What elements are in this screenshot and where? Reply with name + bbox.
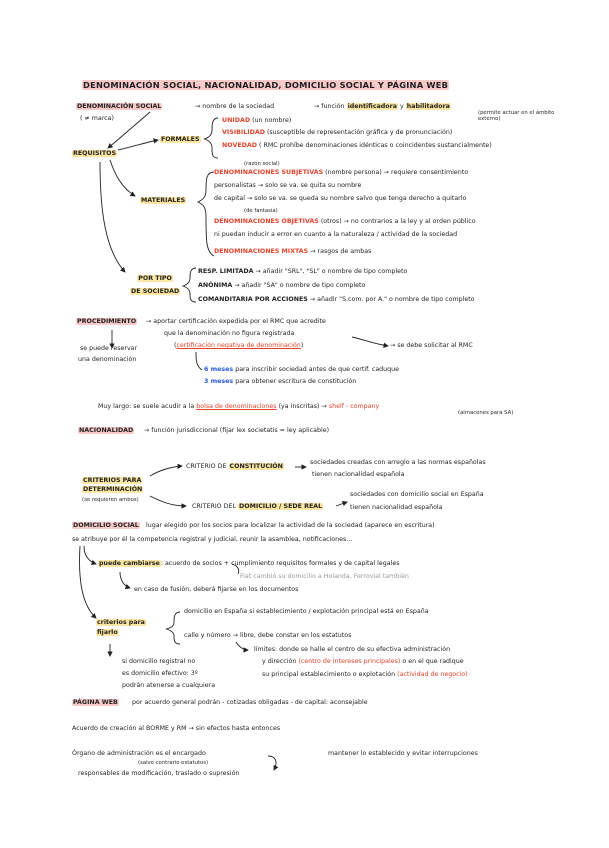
criterio-espana: domicilio en España si establecimiento / explotación principal está en España	[184, 608, 429, 615]
domicilio-heading	[72, 523, 140, 529]
arrow-requisitos-formales	[118, 140, 158, 150]
limites-line3	[262, 672, 468, 678]
seis-meses-line	[204, 367, 399, 373]
reservar-line1: se puede reservar	[80, 345, 138, 352]
arrow-criterios-constitucion	[150, 466, 182, 476]
domicilio-line2: se atribuye por él la competencia registral y judicial, reunir la asamblea, notificaciones...	[72, 536, 353, 543]
cert-open: (	[174, 342, 177, 349]
criterios-det-3: (se requieren ambos)	[82, 496, 139, 503]
fantasia-note: (de fantasía)	[244, 208, 278, 214]
subjetivas-capital: de capital → solo se va. se queda su nombre salvo que tenga derecho a quitarlo	[214, 195, 467, 202]
objetivas-rest: (otros) → no contrarios a la ley y al orden público	[320, 218, 476, 225]
portipo-srl-key: RESP. LIMITADA	[198, 268, 254, 275]
centro-intereses: (centro de intereses principales)	[298, 658, 401, 665]
limites2-post: o en el que radique	[402, 658, 464, 665]
arrow-cambiarse-fusion	[120, 572, 130, 588]
nota-line1: si domicilio registral no	[122, 658, 196, 665]
procedimiento-line2: que la denominación no figura registrada	[164, 330, 295, 337]
requisitos-label	[72, 151, 117, 157]
limites3-pre: su principal establecimiento o explotación	[262, 671, 396, 678]
const-result-1: sociedades creadas con arreglo a las normas españolas	[310, 459, 486, 466]
const-key: CONSTITUCIÓN	[229, 463, 283, 470]
criterios-det-1: CRITERIOS PARA	[83, 477, 142, 484]
mixtas-rest: → rasgos de ambas	[310, 248, 372, 255]
actividad-negocio: (actividad de negocio)	[397, 671, 468, 678]
brace-portipo	[183, 268, 196, 302]
denominacion-heading	[76, 104, 162, 110]
seis-meses-key: 6 meses	[204, 366, 234, 373]
brace-formales	[204, 118, 218, 158]
denominacion-funcion	[314, 104, 451, 110]
limites-line2	[262, 659, 464, 665]
paginaweb-line4: responsables de modificación, traslado o supresión	[78, 770, 240, 777]
arrow-requisitos-portipo	[100, 162, 125, 272]
portipo-item-srl	[198, 269, 407, 275]
shelf-note: (almacenes para SA)	[458, 410, 514, 416]
brace-materiales	[198, 172, 214, 256]
arrow-criterios-domicilio	[150, 496, 186, 506]
requisitos-text: REQUISITOS	[73, 150, 117, 157]
nacionalidad-rest: → función jurisdiccional (fijar lex societatis = ley aplicable)	[144, 427, 330, 434]
domicilio-heading-text: DOMICILIO SOCIAL	[73, 522, 139, 529]
arrow-calle-limites	[236, 642, 248, 650]
limites-line1: límites: donde se halle el centro de su efectiva administración	[254, 646, 451, 653]
muy-largo-line	[98, 404, 379, 410]
dom-pre: CRITERIO DEL	[192, 503, 236, 510]
paginaweb-heading	[72, 700, 119, 706]
solicitar-rmc: → se debe solicitar al RMC	[390, 342, 473, 349]
limites2-pre: y dirección	[262, 658, 297, 665]
formal-visibilidad-rest: (susceptible de representación gráfica y de pronunciación)	[266, 129, 453, 136]
arrow-domicilio-cambiarse	[84, 546, 96, 564]
portipo-label2: DE SOCIEDAD	[131, 287, 180, 295]
formal-unidad-rest: (un nombre)	[252, 117, 292, 124]
procedimiento-line1: → aportar certificación expedida por el RMC que acredite	[146, 318, 326, 325]
denominacion-heading-text: DENOMINACIÓN SOCIAL	[77, 103, 162, 110]
portipo-item-scom	[198, 297, 475, 303]
page-title	[82, 81, 449, 89]
formales-label	[160, 137, 201, 143]
materiales-label	[140, 198, 186, 204]
criterio-calle: calle y número → libre, debe constar en los estatutos	[184, 632, 352, 639]
paginaweb-line1: por acuerdo general podrán - cotizadas obligadas - de capital: aconsejable	[132, 699, 368, 706]
dom-result-2: tienen nacionalidad española	[350, 504, 443, 511]
nota-line3: podrán atenerse a cualquiera	[122, 682, 216, 689]
shelf-company: shelf - company	[328, 403, 380, 410]
objetivas-key: DENOMINACIONES OBJETIVAS	[214, 218, 319, 225]
funcion-note: (permite actuar en el ámbito externo)	[478, 110, 555, 122]
funcion-pre: → función	[314, 103, 345, 110]
funcion-habilitadora: habilitadora	[406, 103, 450, 110]
mixtas-line	[214, 249, 371, 255]
arrow-domicilio-result	[336, 502, 347, 506]
razon-social-note: (razón social)	[244, 161, 280, 167]
criterios-determinacion	[82, 476, 143, 505]
arrow-domicilio-criterios	[80, 546, 96, 618]
objetivas-line2: ni puedan inducir a error en cuanto a la naturaleza / actividad de la sociedad	[214, 231, 458, 238]
const-result-2: tienen nacionalidad española	[312, 471, 405, 478]
procedimiento-heading-text: PROCEDIMIENTO	[77, 318, 137, 325]
formal-item-visibilidad	[222, 130, 452, 136]
cambiarse-line	[98, 561, 400, 567]
formal-item-novedad	[222, 143, 492, 149]
formal-novedad-key: NOVEDAD	[222, 142, 257, 149]
portipo-item-sa	[198, 283, 365, 289]
domicilio-line1: lugar elegido por los socios para localizar la actividad de la sociedad (aparece en escritura)	[146, 522, 435, 529]
portipo-sa-key: ANÓNIMA	[198, 282, 233, 289]
paginaweb-heading-text: PÁGINA WEB	[73, 699, 118, 706]
subjetivas-line	[214, 170, 468, 176]
largo-post: (ya inscritas) →	[278, 403, 327, 410]
fiat-note: Fiat cambió su domicilio a Holanda, Ferrovial también	[240, 573, 409, 580]
brace-criterios	[166, 612, 180, 644]
subjetivas-personalistas: personalistas → solo se va. se quita su nombre	[214, 182, 362, 189]
objetivas-line	[214, 219, 476, 225]
marca-note: ( ≠ marca)	[80, 115, 114, 122]
dom-result-1: sociedades con domicilio social en España	[350, 491, 484, 498]
arrow-requisitos-materiales	[110, 160, 135, 196]
tres-meses-key: 3 meses	[204, 378, 234, 385]
arrow-denominacion-requisitos	[108, 112, 150, 148]
denominacion-nombre: → nombre de la sociedad	[195, 103, 275, 110]
formales-text: FORMALES	[161, 136, 200, 143]
portipo-label1: POR TIPO	[138, 275, 172, 282]
formal-novedad-rest: ( RMC prohíbe denominaciones idénticas o coincidentes sustancialmente)	[258, 142, 492, 149]
funcion-identificadora: identificadora	[347, 103, 397, 110]
criterios-fijarlo-1: criterios para	[97, 619, 145, 626]
paginaweb-line2: Acuerdo de creación al BORME y RM → sin efectos hasta entonces	[72, 725, 281, 732]
tres-meses-line	[204, 379, 356, 385]
seis-meses-rest: para inscribir sociedad antes de que certif. caduque	[235, 366, 400, 373]
page-title-text: DENOMINACIÓN SOCIAL, NACIONALIDAD, DOMICILIO SOCIAL Y PÁGINA WEB	[83, 80, 449, 90]
portipo-srl-rest: → añadir "SRL", "SL" o nombre de tipo completo	[255, 268, 408, 275]
formal-unidad-key: UNIDAD	[222, 117, 251, 124]
criterio-constitucion	[186, 464, 284, 470]
portipo-sa-rest: → añadir "SA" o nombre de tipo completo	[234, 282, 366, 289]
subjetivas-rest: (nombre persona) → requiere consentimiento	[325, 169, 469, 176]
cambiarse-rest: : acuerdo de socios + cumplimiento requisitos formales y de capital legales	[160, 560, 400, 567]
mixtas-key: DENOMINACIONES MIXTAS	[214, 248, 309, 255]
certificacion-negativa: certificación negativa de denominación	[176, 342, 301, 349]
paginaweb-line3-note: (salvo contrario estatutos)	[138, 760, 209, 766]
nota-line2: es domicilio efectivo: 3º	[122, 670, 198, 677]
portipo-scom-key: COMANDITARIA POR ACCIONES	[198, 296, 308, 303]
subjetivas-key: DENOMINACIONES SUBJETIVAS	[214, 169, 324, 176]
bolsa-denominaciones: bolsa de denominaciones	[196, 403, 277, 410]
certificacion-line	[174, 343, 303, 349]
const-pre: CRITERIO DE	[186, 463, 227, 470]
funcion-y: y	[400, 103, 404, 110]
criterio-domicilio	[192, 504, 323, 510]
paginaweb-line3-right: mantener lo establecido y evitar interrupciones	[328, 750, 478, 757]
arrow-organo	[268, 756, 276, 770]
procedimiento-heading	[76, 319, 137, 325]
nacionalidad-heading	[78, 428, 134, 434]
paginaweb-line3: Órgano de administración es el encargado	[72, 750, 206, 757]
criterios-fijarlo	[96, 618, 146, 638]
portipo-scom-rest: → añadir "S.com. por A." o nombre de tipo completo	[309, 296, 475, 303]
criterios-fijarlo-2: fijarlo	[97, 629, 118, 637]
formal-visibilidad-key: VISIBILIDAD	[222, 129, 265, 136]
fusion-line: en caso de fusión, deberá fijarse en los documentos	[134, 586, 299, 593]
nacionalidad-heading-text: NACIONALIDAD	[79, 427, 134, 434]
portipo-label	[130, 276, 180, 295]
dom-key: DOMICILIO / SEDE REAL	[239, 503, 323, 510]
cert-close: )	[300, 342, 304, 349]
reservar-line2: una denominación	[78, 356, 137, 363]
criterios-det-2: DETERMINACIÓN	[83, 486, 143, 494]
tres-meses-rest: para obtener escritura de constitución	[235, 378, 357, 385]
arrow-to-meses	[196, 352, 202, 370]
formal-item-unidad	[222, 118, 291, 124]
largo-pre: Muy largo: se suele acudir a la	[98, 403, 195, 410]
materiales-text: MATERIALES	[141, 197, 186, 204]
cambiarse-key: puede cambiarse	[99, 560, 160, 567]
arrow-cert-solicitar	[352, 337, 388, 346]
